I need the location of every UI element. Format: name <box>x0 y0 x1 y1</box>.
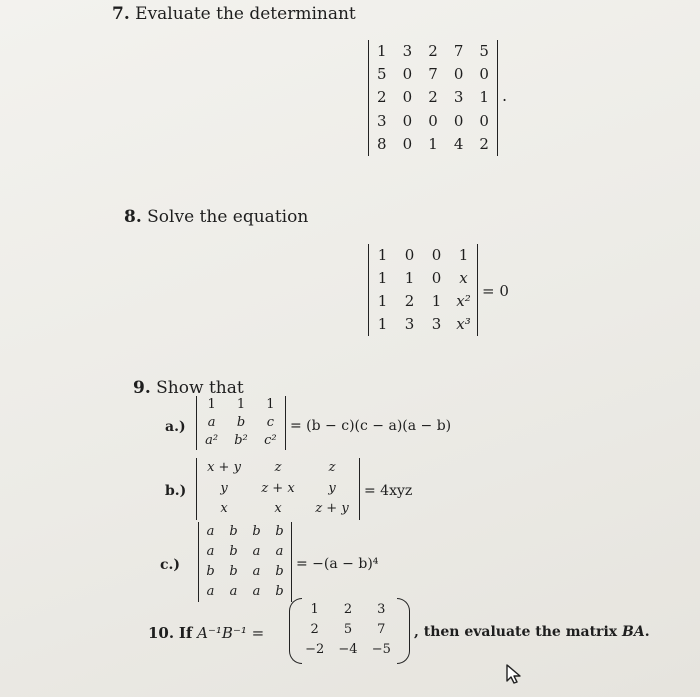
matrix-cell: 7 <box>377 622 386 637</box>
matrix-cell: 7 <box>428 65 438 84</box>
matrix-cell: b <box>206 564 215 579</box>
matrix-cell: −4 <box>338 642 358 657</box>
matrix-cell: c² <box>264 433 277 448</box>
matrix-cell: b <box>236 415 246 430</box>
matrix-cell: x <box>459 269 468 287</box>
matrix-cell: b <box>252 524 261 539</box>
problem-10-expression: A⁻¹B⁻¹ = <box>197 624 265 642</box>
problem-7-text: Evaluate the determinant <box>135 4 356 24</box>
matrix-cell: x² <box>456 292 471 310</box>
problem-10-end: . <box>644 624 650 640</box>
matrix-cell: x + y <box>207 460 241 475</box>
matrix-cell: 8 <box>377 134 387 153</box>
matrix-cell: 0 <box>402 88 413 107</box>
matrix-cell: 0 <box>404 246 415 264</box>
matrix-cell: 7 <box>453 42 464 60</box>
matrix-cell: y <box>328 480 336 496</box>
matrix-cell: a <box>206 544 215 559</box>
matrix-cell: 0 <box>453 111 464 130</box>
problem-9c-rhs: = −(a − b)⁴ <box>296 556 379 572</box>
problem-10-number: 10. <box>148 624 175 642</box>
matrix-cell: a <box>206 584 215 599</box>
problem-10-tail <box>414 624 650 640</box>
matrix-cell: 0 <box>453 65 464 84</box>
matrix-cell: z <box>328 460 336 475</box>
matrix-cell: b <box>229 524 238 539</box>
matrix-cell: a <box>206 524 215 539</box>
problem-10-matrix <box>298 600 398 660</box>
problem-9b-rhs: = 4xyz <box>364 483 413 499</box>
matrix-cell: 0 <box>431 269 442 287</box>
matrix-cell: 1 <box>266 397 275 412</box>
problem-10-suffix: , then evaluate the matrix <box>414 624 618 640</box>
matrix-cell: 1 <box>377 246 388 264</box>
problem-9a-determinant <box>196 396 286 450</box>
problem-7-heading <box>112 4 356 24</box>
matrix-cell: a <box>252 564 261 579</box>
matrix-cell: z <box>274 460 282 475</box>
matrix-cell: b <box>229 564 238 579</box>
problem-9b-determinant <box>196 458 360 520</box>
problem-10-prefix: If <box>178 624 193 642</box>
problem-8-number: 8. <box>124 207 142 227</box>
matrix-cell: 2 <box>343 602 353 617</box>
matrix-cell: 3 <box>377 602 386 617</box>
matrix-cell: 2 <box>377 88 387 107</box>
matrix-cell: x³ <box>456 315 471 333</box>
matrix-cell: 2 <box>479 134 489 153</box>
matrix-cell: 0 <box>479 111 489 130</box>
matrix-cell: c <box>266 415 274 430</box>
matrix-cell: 2 <box>428 88 438 107</box>
matrix-cell: 1 <box>377 315 388 333</box>
matrix-cell: 3 <box>377 111 387 130</box>
matrix-cell: x <box>220 501 228 517</box>
problem-7-number: 7. <box>112 4 130 24</box>
matrix-cell: x <box>274 501 282 517</box>
problem-7-determinant <box>368 40 498 156</box>
matrix-cell: 4 <box>453 134 464 153</box>
matrix-cell: y <box>220 480 228 496</box>
matrix-cell: 2 <box>310 622 319 637</box>
matrix-cell: 3 <box>402 42 413 60</box>
matrix-cell: 1 <box>377 42 387 60</box>
problem-10-target: BA <box>621 624 645 640</box>
problem-9-text: Show that <box>156 378 244 398</box>
problem-9b-label: b.) <box>165 483 187 499</box>
problem-9c-determinant <box>198 522 292 602</box>
matrix-cell: a <box>252 584 261 599</box>
matrix-cell: a <box>252 544 261 559</box>
matrix-cell: 0 <box>402 134 413 153</box>
matrix-cell: 1 <box>236 397 246 412</box>
problem-8-heading <box>124 207 308 227</box>
matrix-cell: 2 <box>428 42 438 60</box>
matrix-cell: b <box>275 584 284 599</box>
matrix-cell: 1 <box>404 269 415 287</box>
matrix-cell: 0 <box>431 246 442 264</box>
problem-8-rhs: = 0 <box>482 282 509 300</box>
matrix-cell: z + y <box>315 501 349 517</box>
matrix-cell: 1 <box>377 292 388 310</box>
right-paren <box>397 598 410 664</box>
problem-10-lhs <box>148 624 264 642</box>
problem-9a-label: a.) <box>165 419 186 435</box>
matrix-cell: 1 <box>479 88 489 107</box>
matrix-cell: b <box>275 524 284 539</box>
matrix-cell: 1 <box>377 269 388 287</box>
matrix-cell: 5 <box>377 65 387 84</box>
matrix-cell: −5 <box>371 642 391 657</box>
problem-9b-matrix <box>197 458 359 520</box>
problem-9c-label: c.) <box>160 557 181 573</box>
problem-8-determinant <box>368 244 478 336</box>
matrix-cell: a <box>229 584 238 599</box>
problem-9a-matrix <box>197 396 285 450</box>
matrix-cell: 1 <box>428 134 438 153</box>
problem-9c-matrix <box>199 522 291 602</box>
matrix-cell: 0 <box>402 111 413 130</box>
matrix-cell: 0 <box>428 111 438 130</box>
matrix-cell: 1 <box>207 397 216 412</box>
matrix-cell: a <box>207 415 216 430</box>
matrix-cell: 5 <box>343 622 353 637</box>
matrix-cell: b <box>275 564 284 579</box>
matrix-cell: a <box>275 544 284 559</box>
matrix-cell: 1 <box>431 292 442 310</box>
problem-8-text: Solve the equation <box>147 207 309 227</box>
problem-9-heading <box>133 378 244 398</box>
matrix-cell: −2 <box>305 642 325 657</box>
matrix-cell: z + x <box>261 480 295 496</box>
matrix-cell: 0 <box>479 65 489 84</box>
problem-8-matrix <box>369 244 477 336</box>
matrix-cell: 2 <box>404 292 415 310</box>
matrix-cell: 1 <box>458 246 469 264</box>
matrix-cell: 5 <box>479 42 489 60</box>
matrix-cell: b² <box>234 433 248 448</box>
problem-9a-rhs: = (b − c)(c − a)(a − b) <box>290 418 452 434</box>
matrix-cell: 3 <box>404 315 415 333</box>
matrix-cell: 3 <box>453 88 464 107</box>
matrix-cell: b <box>229 544 238 559</box>
pointer-arrow-icon <box>505 663 523 689</box>
problem-7-matrix <box>369 40 497 156</box>
matrix-cell: 3 <box>431 315 442 333</box>
matrix-cell: 1 <box>310 602 319 617</box>
matrix-cell: a² <box>205 433 219 448</box>
matrix-cell: 0 <box>402 65 413 84</box>
problem-7-end-mark: . <box>502 86 508 105</box>
problem-10-matrix-wrap <box>298 600 398 660</box>
problem-9-number: 9. <box>133 378 151 398</box>
